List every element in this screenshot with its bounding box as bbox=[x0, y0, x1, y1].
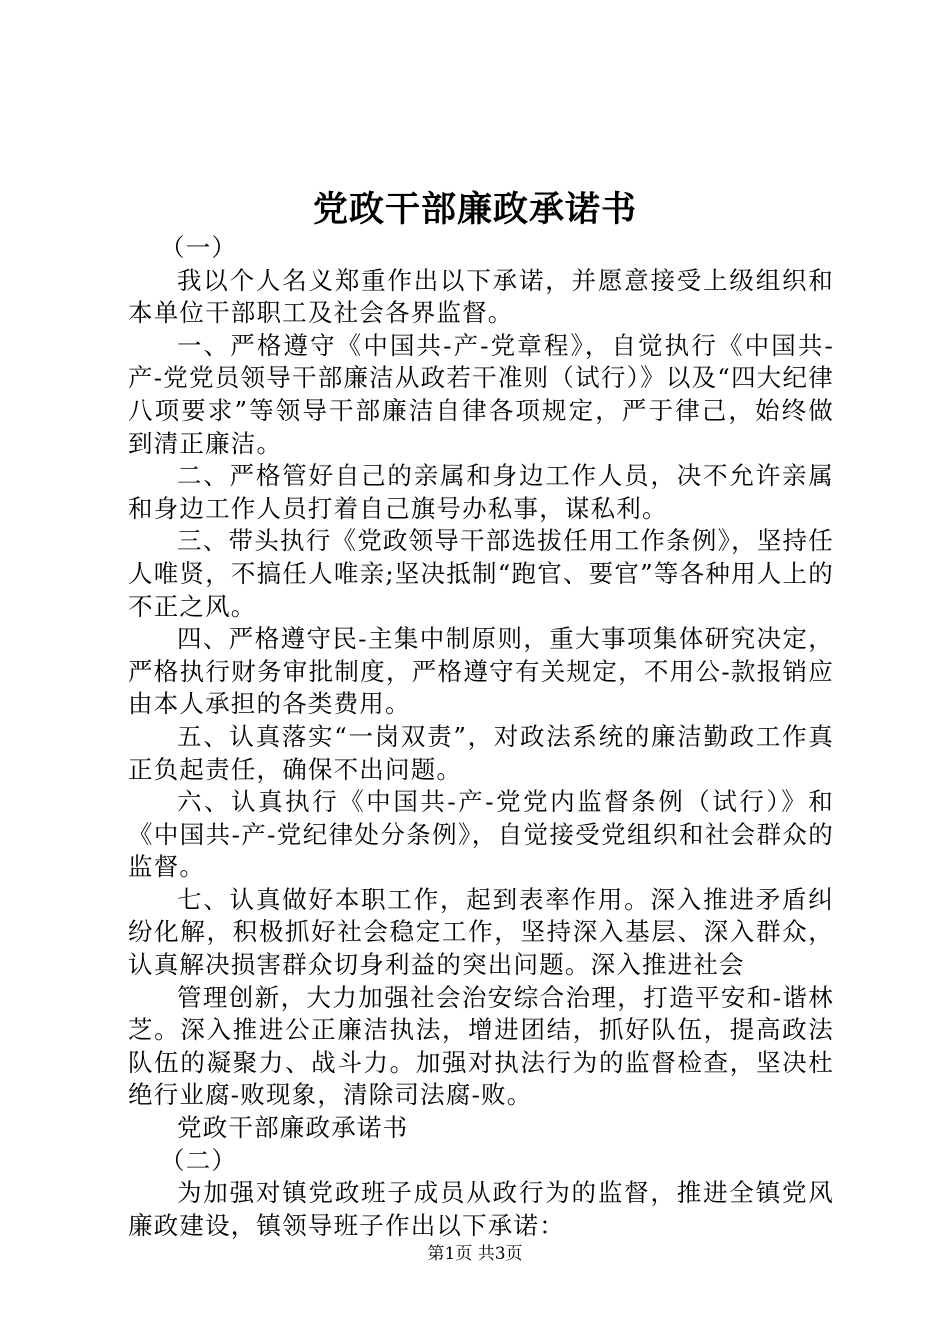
document-title: 党政干部廉政承诺书 bbox=[312, 189, 637, 230]
paragraph: 我以个人名义郑重作出以下承诺，并愿意接受上级组织和本单位干部职工及社会各界监督。 bbox=[128, 265, 834, 328]
paragraph: 四、严格遵守民-主集中制原则，重大事项集体研究决定，严格执行财务审批制度，严格遵守有关规定，不用公-款报销应由本人承担的各类费用。 bbox=[128, 624, 834, 719]
paragraph: 二、严格管好自己的亲属和身边工作人员，决不允许亲属和身边工作人员打着自己旗号办私事，谋私利。 bbox=[128, 461, 834, 523]
document-body bbox=[128, 232, 834, 1242]
paragraph: 五、认真落实“一岗双责”，对政法系统的廉洁勤政工作真正负起责任，确保不出问题。 bbox=[128, 721, 834, 784]
paragraph: 三、带头执行《党政领导干部选拔任用工作条例》，坚持任人唯贤，不搞任人唯亲;坚决抵制“跑官、要官”等各种用人上的不正之风。 bbox=[128, 526, 834, 621]
section-marker-1: （一） bbox=[160, 233, 238, 262]
paragraph: 六、认真执行《中国共-产-党党内监督条例（试行）》和《中国共-产-党纪律处分条例》，自觉接受党组织和社会群众的监督。 bbox=[128, 787, 834, 882]
paragraph: 七、认真做好本职工作，起到表率作用。深入推进矛盾纠纷化解，积极抓好社会稳定工作，坚持深入基层、深入群众，认真解决损害群众切身利益的突出问题。深入推进社会 bbox=[128, 884, 834, 980]
paragraph: 一、严格遵守《中国共-产-党章程》，自觉执行《中国共-产-党党员领导干部廉洁从政若干准则（试行）》以及“四大纪律八项要求”等领导干部廉洁自律各项规定，严于律己，始终做到清正廉洁。 bbox=[128, 330, 834, 458]
section-marker-2: （二） bbox=[160, 1145, 238, 1175]
paragraph: 为加强对镇党政班子成员从政行为的监督，推进全镇党风廉政建设，镇领导班子作出以下承诺： bbox=[128, 1178, 834, 1240]
paragraph: 管理创新，大力加强社会治安综合治理，打造平安和-谐林芝。深入推进公正廉洁执法，增进团结，抓好队伍，提高政法队伍的凝聚力、战斗力。加强对执法行为的监督检查，坚决杜绝行业腐-败现象，清除司法腐-败。 bbox=[128, 982, 834, 1110]
page-footer: 第1页 共3页 bbox=[427, 1244, 523, 1264]
repeat-title: 党政干部廉政承诺书 bbox=[177, 1113, 409, 1143]
